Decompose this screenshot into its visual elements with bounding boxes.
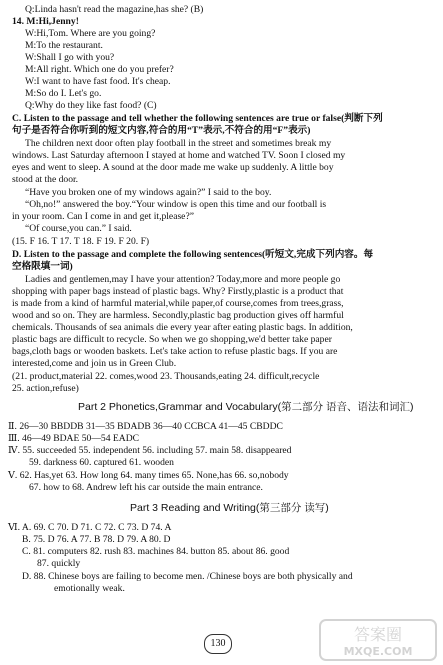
watermark-logo xyxy=(318,618,438,662)
text-line: D. 88. Chinese boys are failing to become men. /Chinese boys are both physically and xyxy=(22,571,353,582)
text-line: Ⅴ. 62. Has,yet 63. How long 64. many times 65. None,has 66. so,nobody xyxy=(8,470,289,481)
text-line: The children next door often play football in the street and sometimes break my xyxy=(25,138,332,149)
text-line: chemicals. Thousands of sea animals die every year after eating plastic bags. In addition, xyxy=(12,322,353,333)
text-line: (21. product,material 22. comes,wood 23. Thousands,eating 24. difficult,recycle xyxy=(12,371,320,382)
text-line: Ⅳ. 55. succeeded 55. independent 56. including 57. main 58. disappeared xyxy=(8,445,292,456)
text-line: Ladies and gentlemen,may I have your attention? Today,more and more people go xyxy=(25,274,341,285)
text-line: is made from a kind of harmful material,while paper,of course,comes from trees,grass, xyxy=(12,298,344,309)
text-line: 67. how to 68. Andrew left his car outside the main entrance. xyxy=(29,482,263,493)
watermark-url: MXQE.COM xyxy=(343,645,413,658)
text-line: 空格限填一词) xyxy=(12,261,73,272)
text-line: W:I want to have fast food. It's cheap. xyxy=(25,76,171,87)
text-line: (15. F 16. T 17. T 18. F 19. F 20. F) xyxy=(12,236,150,247)
text-line: shopping with paper bags instead of plastic bags. Why? Firstly,plastic is a product that xyxy=(12,286,344,297)
text-line: Ⅲ. 46—49 BDAE 50—54 EADC xyxy=(8,433,140,444)
text-line: M:To the restaurant. xyxy=(25,40,103,51)
part-heading: Part 2 Phonetics,Grammar and Vocabulary(第二部分 语音、语法和词汇) xyxy=(78,401,414,413)
text-line: Q:Why do they like fast food? (C) xyxy=(25,100,157,111)
text-line: W:Shall I go with you? xyxy=(25,52,115,63)
text-line: 87. quickly xyxy=(37,558,81,569)
text-line: Q:Linda hasn't read the magazine,has she? (B) xyxy=(25,4,204,15)
text-line: “Of course,you can.” I said. xyxy=(25,223,132,234)
text-line: interested,come and join us in Green Club. xyxy=(12,358,177,369)
text-line: C. 81. computers 82. rush 83. machines 84. button 85. about 86. good xyxy=(22,546,290,557)
watermark-title: 答案圈 xyxy=(353,625,403,644)
text-line: in your room. Can I come in and get it,please?” xyxy=(12,211,194,222)
text-line: 25. action,refuse) xyxy=(12,383,79,394)
text-line: “Oh,no!” answered the boy.“Your window is open this time and our football is xyxy=(25,199,327,210)
text-line: bags,cloth bags or wooden baskets. Let's take action to refuse plastic bags. If you are xyxy=(12,346,338,357)
text-line: 59. darkness 60. captured 61. wooden xyxy=(29,457,174,468)
text-line: emotionally weak. xyxy=(54,583,125,594)
text-line: 14. M:Hi,Jenny! xyxy=(12,16,79,27)
text-line: B. 75. D 76. A 77. B 78. D 79. A 80. D xyxy=(22,534,171,545)
text-line: Ⅱ. 26—30 BBDDB 31—35 BDADB 36—40 CCBCA 41—45 CBDDC xyxy=(8,421,283,432)
text-line: M:So do I. Let's go. xyxy=(25,88,102,99)
text-line: wood and so on. They are harmless. Secondly,plastic bag production gives off harmful xyxy=(12,310,344,321)
text-line: stood at the door. xyxy=(12,174,79,185)
text-line: “Have you broken one of my windows again?” I said to the boy. xyxy=(25,187,272,198)
text-line: Ⅵ. A. 69. C 70. D 71. C 72. C 73. D 74. A xyxy=(8,522,172,533)
text-line: M:All right. Which one do you prefer? xyxy=(25,64,174,75)
text-line: windows. Last Saturday afternoon I stayed at home and watched TV. Soon I closed my xyxy=(12,150,346,161)
text-line: C. Listen to the passage and tell whether the following sentences are true or false(判断下列 xyxy=(12,113,383,124)
text-line: plastic bags are difficult to recycle. So when we go shopping,we'd better take paper xyxy=(12,334,332,345)
text-line: eyes and went to sleep. A sound at the door made me wake up suddenly. A little boy xyxy=(12,162,334,173)
text-line: 句子是否符合你听到的短文内容,符合的用“T”表示,不符合的用“F”表示) xyxy=(12,125,311,136)
part-heading: Part 3 Reading and Writing(第三部分 读写) xyxy=(130,502,329,514)
text-line: D. Listen to the passage and complete the following sentences(听短文,完成下列内容。每 xyxy=(12,249,374,260)
page-number: 130 xyxy=(204,634,232,654)
text-line: W:Hi,Tom. Where are you going? xyxy=(25,28,156,39)
